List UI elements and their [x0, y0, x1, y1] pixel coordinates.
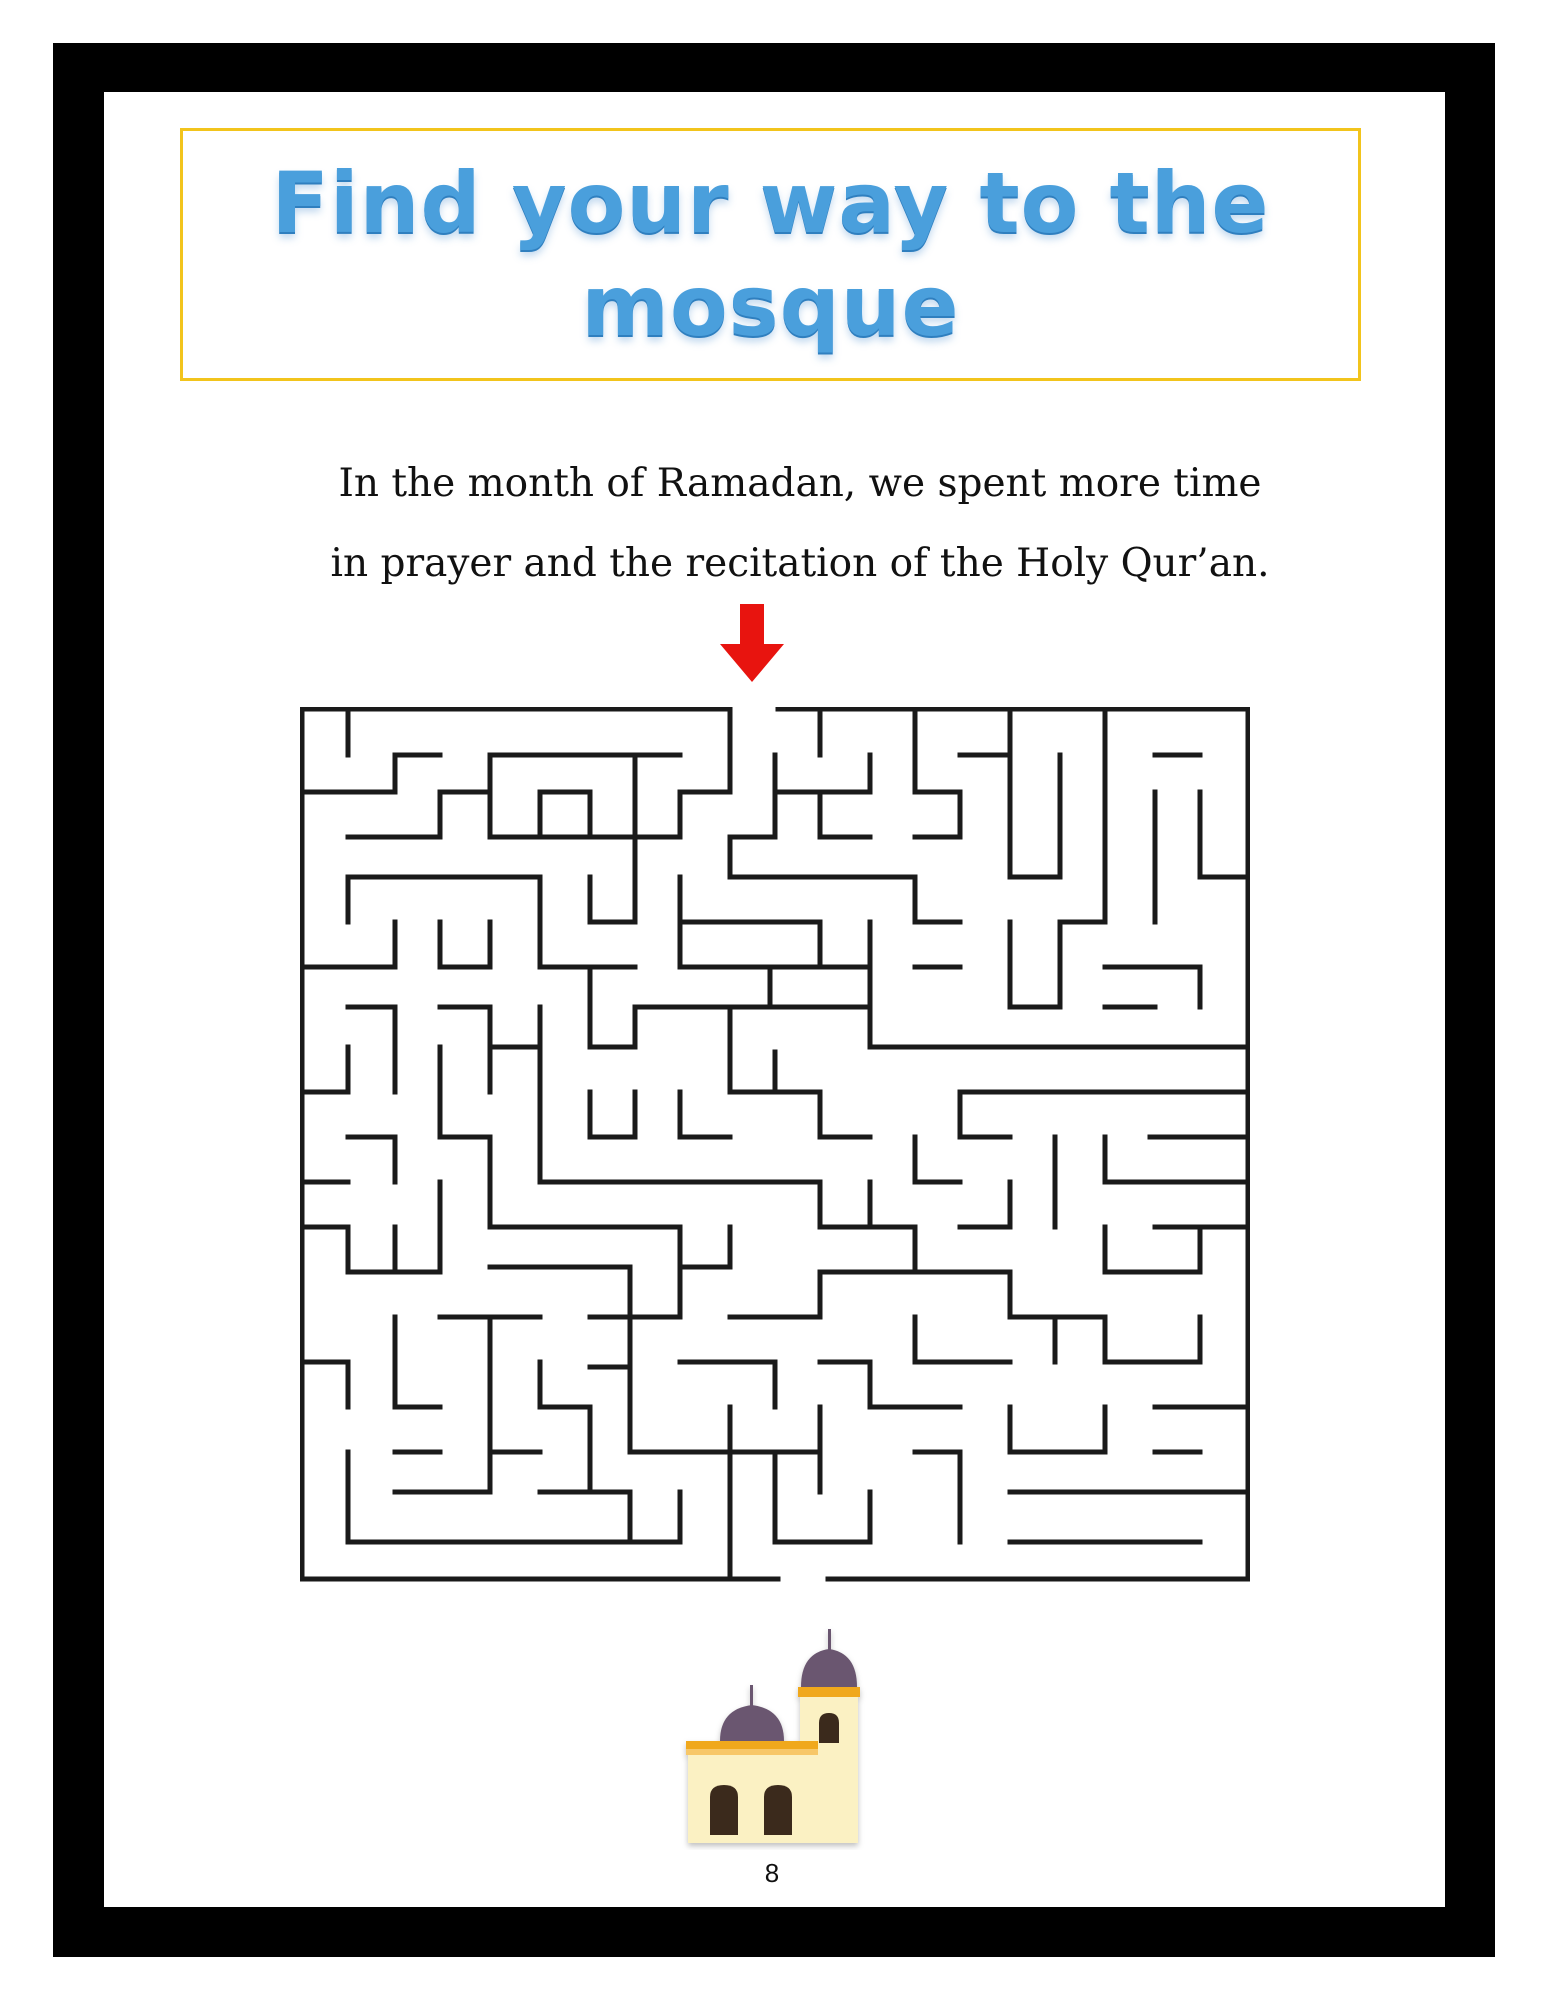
- intro-line-2: in prayer and the recitation of the Holy Qur’an.: [330, 541, 1270, 586]
- title-line-1: Find your way to the: [271, 154, 1270, 253]
- intro-line-1: In the month of Ramadan, we spent more time: [338, 461, 1262, 506]
- mosque-icon: [680, 1625, 880, 1850]
- maze-inner-walls: [302, 709, 1248, 1579]
- title-box: [180, 128, 1361, 381]
- page-number: 8: [764, 1858, 780, 1888]
- intro-text: [300, 444, 1300, 604]
- title-line-2: mosque: [581, 256, 960, 355]
- page-title: [271, 152, 1269, 357]
- red-down-arrow-icon: [718, 604, 786, 684]
- maze[interactable]: [300, 707, 1250, 1582]
